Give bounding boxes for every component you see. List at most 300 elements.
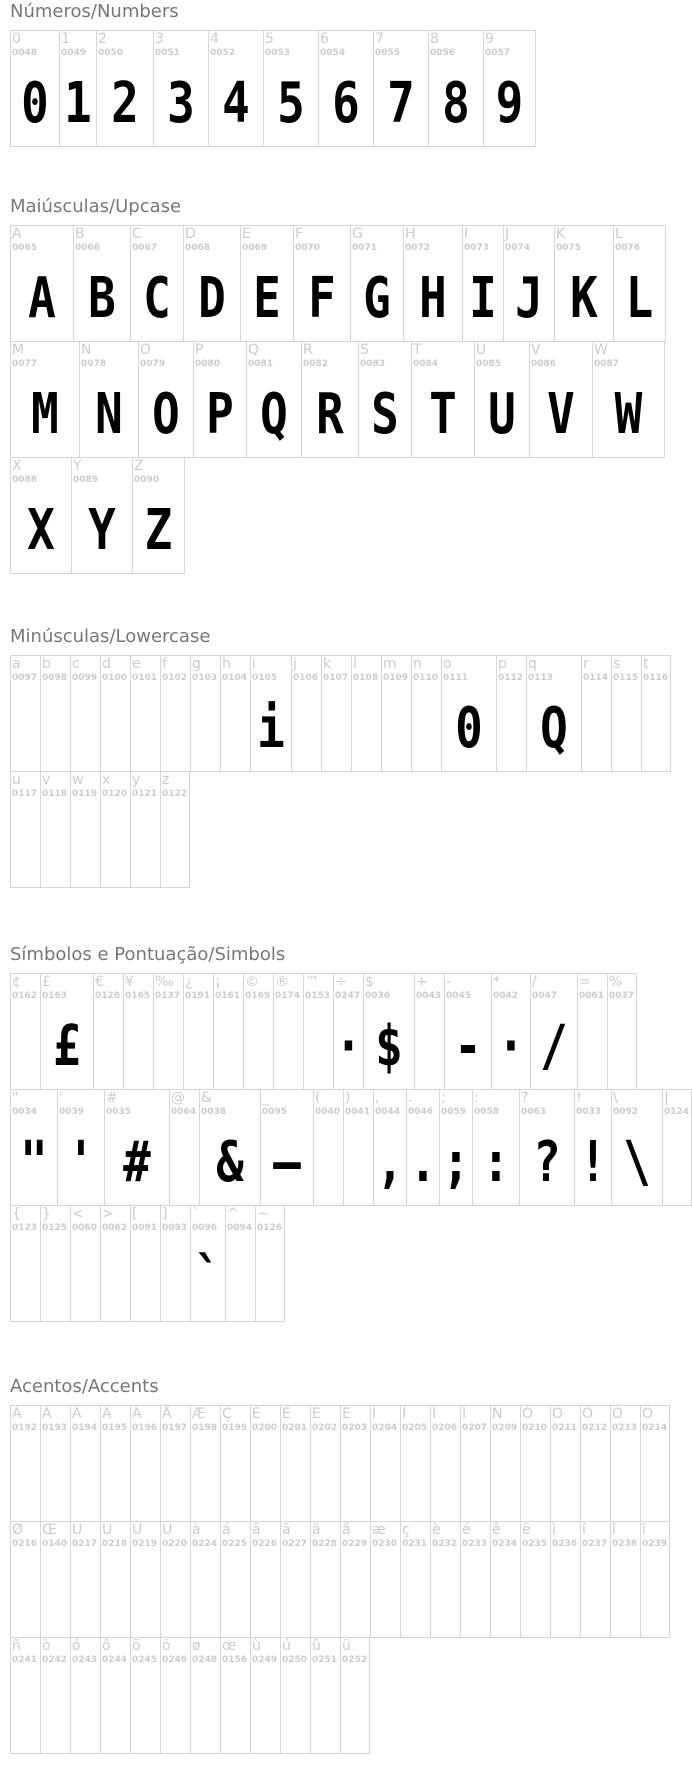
glyph-preview: [404, 1558, 428, 1632]
glyph-code-label: 0035: [106, 1107, 132, 1117]
glyph-row: [10, 341, 661, 458]
glyph-char-label: ?: [521, 1090, 529, 1106]
glyph-cell: [130, 1405, 160, 1522]
glyph-preview: [464, 1442, 488, 1516]
glyph-cell: [40, 1521, 70, 1638]
glyph-code-label: 0067: [132, 243, 158, 253]
glyph-cell: [10, 1205, 40, 1322]
glyph-code-label: 0107: [323, 673, 349, 683]
glyph-row: [10, 1089, 690, 1206]
glyph-preview: [615, 692, 639, 766]
glyph-grid: [10, 225, 661, 574]
glyph-char-label: \: [613, 1090, 618, 1106]
glyph-cell: [350, 225, 403, 342]
glyph-char-label: x: [102, 772, 111, 788]
glyph-char-label: á: [222, 1522, 231, 1538]
glyph-code-label: 0153: [305, 991, 331, 1001]
glyph-char-label: ø: [192, 1638, 201, 1654]
glyph-preview: -: [454, 1014, 482, 1079]
glyph-char-label: 5: [265, 31, 274, 47]
glyph-char-label: ú: [282, 1638, 291, 1654]
glyph-cell: [243, 973, 273, 1090]
glyph-cell: [340, 1637, 370, 1754]
glyph-code-label: 0192: [12, 1423, 38, 1433]
glyph-cell: [100, 1521, 130, 1638]
glyph-char-label: Ñ: [492, 1406, 503, 1422]
glyph-code-label: 0235: [522, 1539, 548, 1549]
glyph-char-label: M: [12, 342, 25, 358]
glyph-code-label: 0050: [98, 48, 124, 58]
glyph-cell: [40, 1637, 70, 1754]
glyph-char-label: î: [612, 1522, 616, 1538]
glyph-cell: [40, 655, 70, 772]
glyph-code-label: 0092: [613, 1107, 639, 1117]
glyph-code-label: 0041: [345, 1107, 371, 1117]
glyph-code-label: 0048: [12, 48, 38, 58]
glyph-code-label: 0047: [532, 991, 558, 1001]
glyph-char-label: ñ: [12, 1638, 21, 1654]
glyph-cell: [59, 30, 96, 147]
glyph-char-label: ¥: [125, 974, 134, 990]
glyph-char-label: Ä: [132, 1406, 142, 1422]
glyph-code-label: 0207: [462, 1423, 488, 1433]
glyph-code-label: 0093: [162, 1223, 188, 1233]
glyph-code-label: 0077: [12, 359, 38, 369]
glyph-cell: [403, 225, 462, 342]
glyph-char-label: K: [556, 226, 566, 242]
glyph-cell: [373, 1089, 406, 1206]
glyph-code-label: 0200: [252, 1423, 278, 1433]
glyph-cell: [291, 655, 321, 772]
glyph-char-label: ê: [492, 1522, 501, 1538]
glyph-cell: [190, 655, 220, 772]
glyph-code-label: 0220: [162, 1539, 188, 1549]
glyph-code-label: 0034: [12, 1107, 38, 1117]
section-4: [10, 1375, 668, 1754]
glyph-cell: [138, 341, 193, 458]
glyph-char-label: E: [242, 226, 251, 242]
glyph-preview: [44, 1442, 68, 1516]
glyph-row: [10, 1405, 668, 1522]
glyph-code-label: 0033: [576, 1107, 602, 1117]
glyph-char-label: v: [42, 772, 51, 788]
glyph-cell: [580, 1405, 610, 1522]
glyph-char-label: ^: [227, 1206, 239, 1222]
glyph-cell: [496, 655, 526, 772]
glyph-code-label: 0165: [125, 991, 151, 1001]
glyph-char-label: k: [323, 656, 332, 672]
glyph-preview: I: [469, 266, 497, 331]
glyph-char-label: =: [579, 974, 591, 990]
glyph-code-label: 0098: [42, 673, 68, 683]
glyph-preview: [224, 1674, 248, 1748]
glyph-char-label: ¡: [215, 974, 221, 990]
glyph-cell: [381, 655, 411, 772]
glyph-preview: [44, 808, 68, 882]
glyph-preview: [104, 808, 128, 882]
glyph-cell: [472, 1089, 519, 1206]
glyph-preview: [224, 1442, 248, 1516]
glyph-char-label: T: [413, 342, 422, 358]
glyph-preview: [254, 1674, 278, 1748]
glyph-code-label: 0191: [185, 991, 211, 1001]
glyph-code-label: 0058: [474, 1107, 500, 1117]
glyph-char-label: ö: [162, 1638, 171, 1654]
glyph-code-label: 0106: [293, 673, 319, 683]
glyph-code-label: 0114: [583, 673, 609, 683]
glyph-char-label: s: [613, 656, 621, 672]
glyph-code-label: 0083: [360, 359, 386, 369]
glyph-row: [10, 30, 661, 147]
glyph-char-label: õ: [132, 1638, 141, 1654]
glyph-row: [10, 655, 669, 772]
glyph-preview: &: [216, 1130, 244, 1195]
glyph-code-label: 0203: [342, 1423, 368, 1433]
glyph-cell: [100, 1205, 130, 1322]
glyph-preview: [127, 1010, 151, 1084]
glyph-cell: [100, 1637, 130, 1754]
glyph-preview: [134, 692, 158, 766]
glyph-char-label: X: [12, 458, 22, 474]
glyph-preview: A: [28, 266, 56, 331]
glyph-cell: [160, 1521, 190, 1638]
glyph-preview: [14, 1674, 38, 1748]
glyph-cell: [100, 655, 130, 772]
glyph-char-label: W: [594, 342, 608, 358]
glyph-cell: [220, 1521, 250, 1638]
glyph-code-label: 0246: [162, 1655, 188, 1665]
glyph-preview: [295, 692, 319, 766]
glyph-code-label: 0231: [402, 1539, 428, 1549]
glyph-char-label: 6: [320, 31, 329, 47]
glyph-cell: [10, 771, 40, 888]
glyph-char-label: ë: [522, 1522, 531, 1538]
glyph-code-label: 0040: [315, 1107, 341, 1117]
glyph-code-label: 0140: [42, 1539, 68, 1549]
glyph-preview: [157, 1010, 181, 1084]
glyph-cell: [519, 1089, 574, 1206]
glyph-cell: [208, 30, 263, 147]
glyph-cell: [358, 341, 411, 458]
glyph-code-label: 0250: [282, 1655, 308, 1665]
glyph-code-label: 0198: [192, 1423, 218, 1433]
glyph-preview: [217, 1010, 241, 1084]
glyph-cell: [225, 1205, 255, 1322]
glyph-char-label: ¿: [185, 974, 193, 990]
glyph-code-label: 0128: [95, 991, 121, 1001]
glyph-preview: [645, 692, 668, 766]
glyph-preview: [134, 808, 158, 882]
glyph-cell: [40, 1405, 70, 1522]
glyph-char-label: o: [443, 656, 452, 672]
glyph-cell: [640, 1405, 670, 1522]
glyph-cell: [123, 973, 153, 1090]
glyph-preview: V: [547, 382, 575, 447]
glyph-code-label: 0230: [372, 1539, 398, 1549]
glyph-preview: /: [540, 1014, 568, 1079]
glyph-cell: [351, 655, 381, 772]
glyph-preview: [259, 1242, 282, 1316]
glyph-code-label: 0212: [582, 1423, 608, 1433]
glyph-preview: [104, 1674, 128, 1748]
glyph-code-label: 0123: [12, 1223, 38, 1233]
glyph-code-label: 0226: [252, 1539, 278, 1549]
glyph-code-label: 0051: [155, 48, 181, 58]
glyph-code-label: 0249: [252, 1655, 278, 1665]
glyph-preview: [74, 1674, 98, 1748]
glyph-char-label: ã: [282, 1522, 291, 1538]
glyph-cell: [293, 225, 350, 342]
glyph-preview: [614, 1558, 638, 1632]
glyph-preview: [164, 808, 187, 882]
glyph-char-label: æ: [372, 1522, 386, 1538]
glyph-char-label: ]: [162, 1206, 168, 1222]
glyph-code-label: 0054: [320, 48, 346, 58]
glyph-cell: [190, 1637, 220, 1754]
glyph-cell: [411, 341, 474, 458]
glyph-preview: [385, 692, 409, 766]
glyph-cell: [250, 1637, 280, 1754]
glyph-code-label: 0096: [192, 1223, 218, 1233]
glyph-preview: [164, 1242, 188, 1316]
glyph-preview: [434, 1442, 458, 1516]
glyph-cell: [57, 1089, 104, 1206]
glyph-char-label: ç: [402, 1522, 410, 1538]
glyph-char-label: Ì: [372, 1406, 377, 1422]
glyph-code-label: 0078: [81, 359, 107, 369]
glyph-code-label: 0079: [140, 359, 166, 369]
glyph-char-label: 2: [98, 31, 107, 47]
glyph-preview: 8: [442, 71, 470, 136]
glyph-preview: U: [488, 382, 516, 447]
glyph-char-label: È: [252, 1406, 261, 1422]
glyph-cell: [610, 1405, 640, 1522]
glyph-char-label: q: [528, 656, 537, 672]
glyph-code-label: 0163: [42, 991, 68, 1001]
glyph-cell: [10, 225, 73, 342]
glyph-preview: [173, 1126, 197, 1200]
glyph-code-label: 0039: [59, 1107, 85, 1117]
glyph-cell: [73, 225, 130, 342]
glyph-cell: [430, 1521, 460, 1638]
glyph-preview: Y: [88, 498, 116, 563]
glyph-char-label: Í: [402, 1406, 407, 1422]
glyph-preview: [74, 808, 98, 882]
glyph-code-label: 0121: [132, 789, 158, 799]
glyph-preview: Q: [260, 382, 288, 447]
glyph-code-label: 0076: [615, 243, 641, 253]
glyph-preview: [325, 692, 349, 766]
glyph-code-label: 0118: [42, 789, 68, 799]
glyph-char-label: é: [462, 1522, 471, 1538]
glyph-code-label: 0112: [498, 673, 524, 683]
glyph-cell: [340, 1521, 370, 1638]
glyph-cell: [10, 30, 59, 147]
glyph-code-label: 0053: [265, 48, 291, 58]
glyph-code-label: 0162: [12, 991, 38, 1001]
glyph-char-label: ò: [42, 1638, 51, 1654]
glyph-preview: [229, 1242, 253, 1316]
glyph-cell: [491, 973, 530, 1090]
glyph-preview: D: [198, 266, 226, 331]
glyph-preview: [494, 1442, 518, 1516]
glyph-code-label: 0074: [505, 243, 531, 253]
glyph-char-label: ®: [275, 974, 289, 990]
glyph-preview: [344, 1558, 368, 1632]
glyph-cell: [301, 341, 358, 458]
glyph-preview: [415, 692, 439, 766]
glyph-char-label: f: [162, 656, 167, 672]
glyph-char-label: {: [12, 1206, 21, 1222]
glyph-code-label: 0056: [430, 48, 456, 58]
glyph-cell: [190, 1405, 220, 1522]
glyph-char-label: ¢: [12, 974, 21, 990]
glyph-code-label: 0234: [492, 1539, 518, 1549]
glyph-code-label: 0199: [222, 1423, 248, 1433]
glyph-preview: X: [27, 498, 55, 563]
glyph-cell: [460, 1405, 490, 1522]
glyph-preview: [666, 1126, 689, 1200]
glyph-cell: [70, 1637, 100, 1754]
glyph-cell: [554, 225, 613, 342]
glyph-preview: [284, 1558, 308, 1632]
glyph-char-label: t: [643, 656, 649, 672]
glyph-code-label: 0055: [375, 48, 401, 58]
glyph-cell: [70, 1405, 100, 1522]
glyph-preview: [134, 1558, 158, 1632]
glyph-char-label: ‰: [155, 974, 174, 990]
glyph-preview: `: [194, 1246, 222, 1311]
glyph-cell: [79, 341, 138, 458]
glyph-code-label: 0233: [462, 1539, 488, 1549]
glyph-char-label: H: [405, 226, 416, 242]
glyph-preview: [74, 1242, 98, 1316]
glyph-preview: [74, 1442, 98, 1516]
glyph-char-label: i: [252, 656, 256, 672]
glyph-code-label: 0104: [222, 673, 248, 683]
glyph-preview: [164, 1558, 188, 1632]
glyph-code-label: 0174: [275, 991, 301, 1001]
glyph-code-label: 0236: [552, 1539, 578, 1549]
glyph-preview: Z: [144, 498, 173, 563]
glyph-char-label: D: [185, 226, 196, 242]
glyph-char-label: ;: [441, 1090, 446, 1106]
glyph-cell: [96, 30, 153, 147]
glyph-char-label: _: [262, 1090, 269, 1106]
glyph-cell: [370, 1521, 400, 1638]
glyph-preview: [355, 692, 379, 766]
glyph-cell: [250, 655, 291, 772]
glyph-cell: [444, 973, 491, 1090]
glyph-cell: [250, 1521, 280, 1638]
glyph-char-label: Ú: [102, 1522, 113, 1538]
glyph-cell: [333, 973, 363, 1090]
glyph-preview: J: [515, 266, 543, 331]
glyph-char-label: ï: [642, 1522, 646, 1538]
glyph-cell: [213, 973, 243, 1090]
glyph-cell: [100, 771, 130, 888]
glyph-preview: O: [152, 382, 180, 447]
glyph-cell: [520, 1521, 550, 1638]
glyph-code-label: 0202: [312, 1423, 338, 1433]
glyph-preview: 0: [21, 71, 49, 136]
glyph-char-label: œ: [222, 1638, 237, 1654]
glyph-preview: 5: [277, 71, 305, 136]
glyph-char-label: /: [532, 974, 537, 990]
glyph-preview: [164, 1674, 188, 1748]
glyph-cell: [529, 341, 592, 458]
glyph-preview: Q: [540, 696, 568, 761]
glyph-cell: [93, 973, 123, 1090]
glyph-cell: [370, 1405, 400, 1522]
glyph-char-label: Ë: [342, 1406, 351, 1422]
glyph-char-label: ô: [102, 1638, 111, 1654]
glyph-char-label: h: [222, 656, 231, 672]
glyph-char-label: â: [252, 1522, 261, 1538]
glyph-code-label: 0097: [12, 673, 38, 683]
glyph-cell: [400, 1521, 430, 1638]
glyph-code-label: 0081: [248, 359, 274, 369]
glyph-code-label: 0224: [192, 1539, 218, 1549]
glyph-char-label: J: [505, 226, 510, 242]
glyph-preview: [44, 1674, 68, 1748]
glyph-preview: 7: [387, 71, 415, 136]
glyph-preview: [284, 1674, 308, 1748]
glyph-cell: [641, 655, 671, 772]
glyph-char-label: ": [12, 1090, 19, 1106]
glyph-preview: [74, 1558, 98, 1632]
glyph-row: [10, 771, 661, 888]
glyph-char-label: Ó: [552, 1406, 564, 1422]
glyph-preview: 2: [111, 71, 139, 136]
glyph-char-label: p: [498, 656, 507, 672]
glyph-cell: [503, 225, 554, 342]
glyph-preview: T: [429, 382, 457, 447]
glyph-code-label: 0036: [365, 991, 391, 1001]
section-1: [10, 195, 661, 574]
glyph-char-label: *: [493, 974, 500, 990]
glyph-cell: [255, 1205, 285, 1322]
glyph-preview: P: [206, 382, 234, 447]
glyph-code-label: 0213: [612, 1423, 638, 1433]
glyph-code-label: 0091: [132, 1223, 158, 1233]
glyph-code-label: 0241: [12, 1655, 38, 1665]
glyph-cell: [310, 1637, 340, 1754]
glyph-preview: [44, 1242, 68, 1316]
glyph-char-label: ó: [72, 1638, 81, 1654]
glyph-preview: [314, 1558, 338, 1632]
glyph-code-label: 0120: [102, 789, 128, 799]
glyph-preview: L: [625, 266, 654, 331]
glyph-code-label: 0052: [210, 48, 236, 58]
glyph-preview: [644, 1558, 667, 1632]
glyph-code-label: 0242: [42, 1655, 68, 1665]
glyph-preview: [104, 1242, 128, 1316]
glyph-cell: [220, 655, 250, 772]
glyph-code-label: 0211: [552, 1423, 578, 1433]
glyph-code-label: 0094: [227, 1223, 253, 1233]
glyph-preview: [14, 1442, 38, 1516]
glyph-preview: [524, 1558, 548, 1632]
glyph-char-label: ©: [245, 974, 259, 990]
glyph-grid: [10, 1405, 668, 1754]
glyph-code-label: 0195: [102, 1423, 128, 1433]
glyph-code-label: 0057: [485, 48, 511, 58]
glyph-cell: [310, 1521, 340, 1638]
glyph-cell: [263, 30, 318, 147]
glyph-char-label: m: [383, 656, 397, 672]
glyph-code-label: 0043: [416, 991, 442, 1001]
